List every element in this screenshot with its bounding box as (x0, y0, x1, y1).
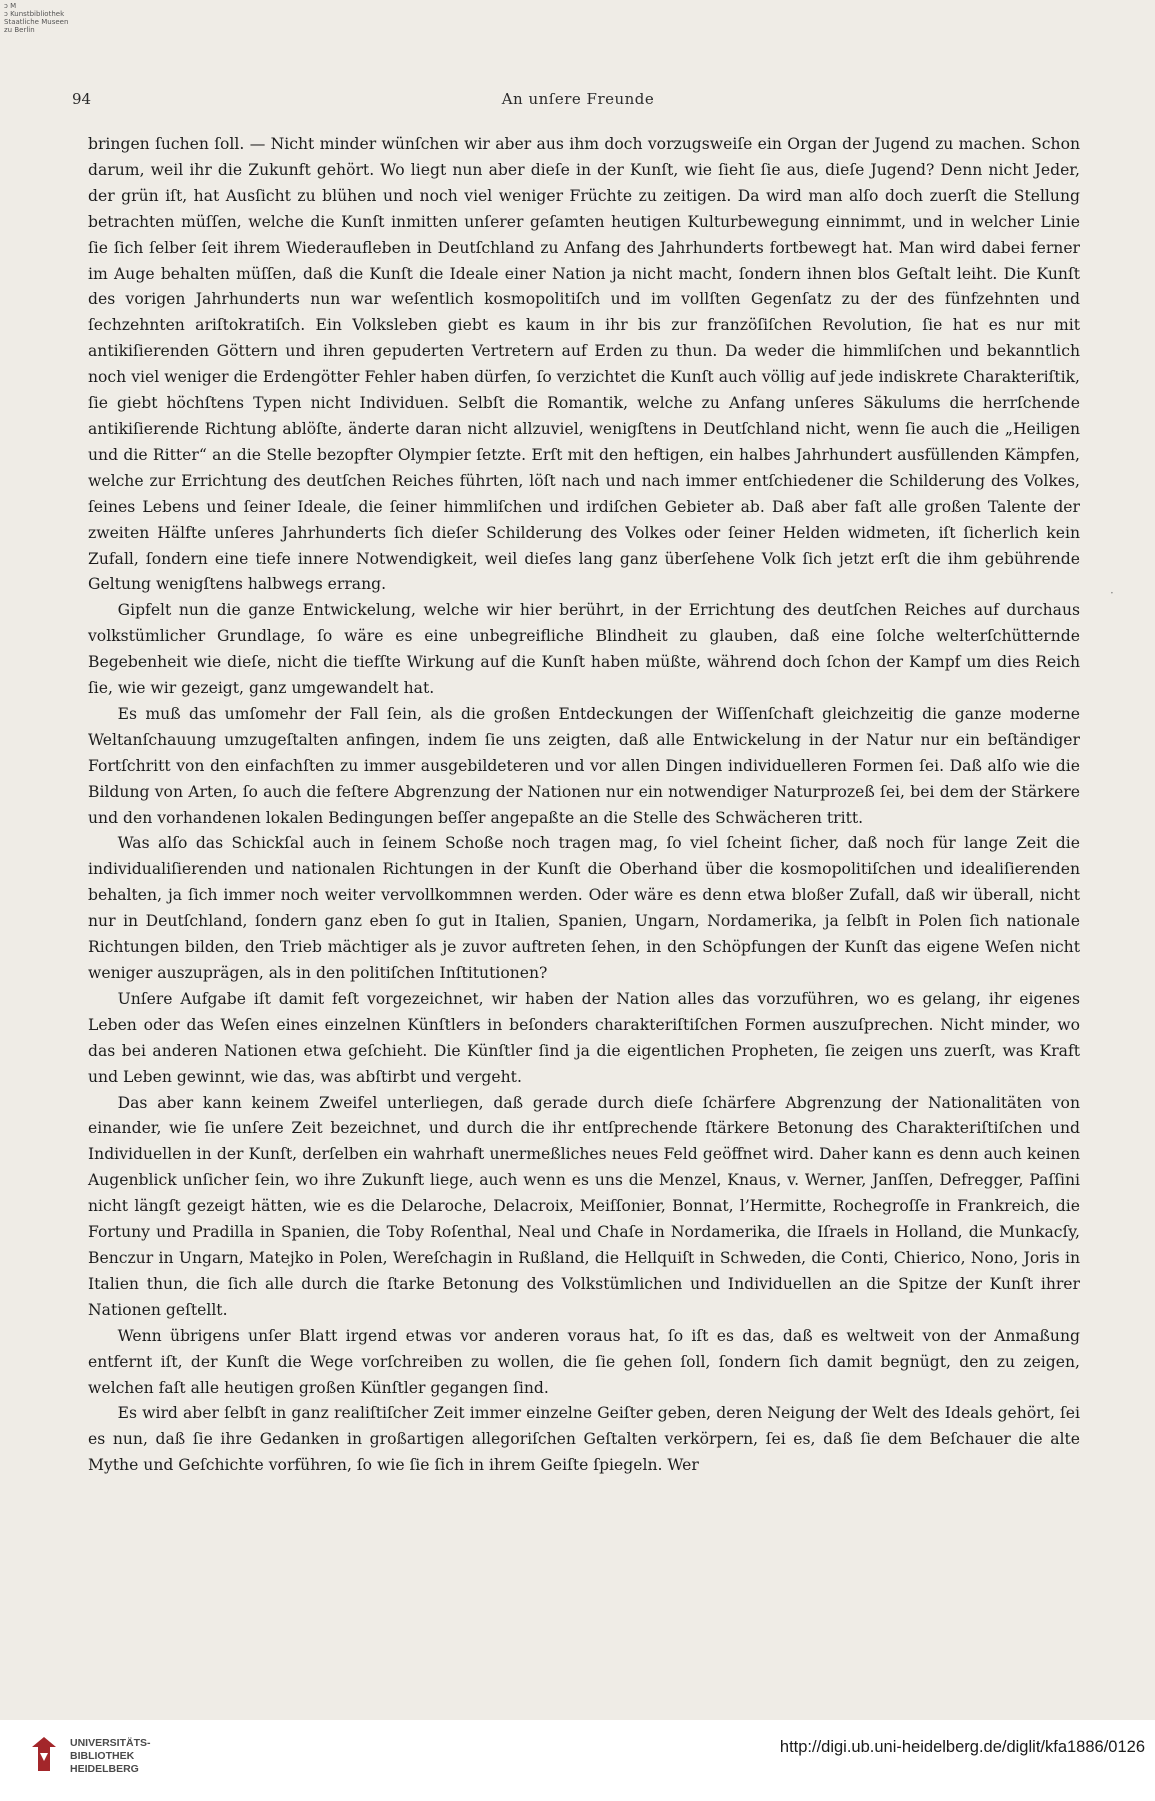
paragraph: Es muß das umſomehr der Fall ſein, als die großen Entdeckungen der Wiſſenſchaft gleichzeitig die ganze moderne Weltanſchauung umzugeſtalten anfingen, indem ſie uns zeigten, daß alle Entwickelung in der Natur nur ein beſtändiger Fortſchritt von den einfachſten zu immer ausgebildeteren und vor allen Dingen individuelleren Formen ſei. Daß alſo wie die Bildung von Arten, ſo auch die feſtere Abgrenzung der Nationen nur ein notwendiger Naturprozeß ſei, bei dem der Stärkere und den vorhandenen lokalen Bedingungen beſſer angepaßte an die Stelle des Schwächeren tritt. (88, 704, 1080, 827)
library-name-line: BIBLIOTHEK (70, 1750, 135, 1762)
source-url-link[interactable]: http://digi.ub.uni-heidelberg.de/diglit/kfa1886/0126 (779, 1738, 1145, 1756)
library-name-line: UNIVERSITÄTS- (70, 1737, 151, 1749)
paragraph: bringen ſuchen ſoll. — Nicht minder wünſchen wir aber aus ihm doch vorzugsweiſe ein Organ der Jugend zu machen. Schon darum, weil ihr die Zukunft gehört. Wo liegt nun aber dieſe in der Kunſt, wie ſieht ſie aus, dieſe Jugend? Denn nicht Jeder, der grün iſt, hat Ausſicht zu blühen und noch viel weniger Früchte zu zeitigen. Da wird man alſo doch zuerſt die Stellung betrachten müſſen, welche die Kunſt inmitten unſerer geſamten heutigen Kulturbewegung einnimmt, und in welcher Linie ſie ſich ſelber ſeit ihrem Wiederaufleben in Deutſchland zu Anfang des Jahrhunderts fortbewegt hat. Man wird dabei ferner im Auge behalten müſſen, daß die Kunſt die Ideale einer Nation ja nicht macht, ſondern ihnen blos Geſtalt leiht. Die Kunſt des vorigen Jahrhunderts nun war weſentlich kosmopolitiſch und im vollſten Gegenſatz zu der des fünfzehnten und ſechzehnten ariſtokratiſch. Ein Volksleben giebt es kaum in ihr bis zur franzöſiſchen Revolution, ſie hat es nur mit antikiſierenden Göttern und ihren gepuderten Vertretern auf Erden zu thun. Da weder die himmliſchen und bekanntlich noch viel weniger die Erdengötter Fehler haben dürfen, ſo verzichtet die Kunſt auch völlig auf jede indiskrete Charakteriſtik, ſie giebt höchſtens Typen nicht Individuen. Selbſt die Romantik, welche zu Anfang unſeres Säkulums die herrſchende antikiſierende Richtung ablöſte, änderte daran nicht allzuviel, wenigſtens in Deutſchland nicht, wenn ſie auch die „Heiligen und die Ritter“ an die Stelle bezopfter Olympier ſetzte. Erſt mit den heftigen, ein halbes Jahrhundert ausfüllenden Kämpfen, welche zur Errichtung des deutſchen Reiches führten, löſt nach und nach immer entſchiedener die Schilderung des Volkes, ſeines Lebens und ſeiner Ideale, die ſeiner himmliſchen und irdiſchen Gebieter ab. Daß aber faſt alle großen Talente der zweiten Hälfte unſeres Jahrhunderts ſich dieſer Schilderung des Volkes oder ſeiner Helden widmeten, iſt ſicherlich kein Zufall, ſondern eine tiefe innere Notwendigkeit, weil dieſes lang ganz überſehene Volk ſich jetzt erſt die ihm gebührende Geltung wenigſtens halbwegs errang. (88, 135, 1080, 594)
running-title: An unſere Freunde (501, 90, 655, 108)
library-name[interactable] (70, 1737, 151, 1776)
paragraph: Es wird aber ſelbſt in ganz realiſtiſcher Zeit immer einzelne Geiſter geben, deren Neigung der Welt des Ideals gehört, ſei es nun, daß ſie ihre Gedanken in großartigen allegoriſchen Geſtalten verkörpern, ſei es, daß ſie dem Beſchauer die alte Mythe und Geſchichte vorführen, ſo wie ſie ſich in ihrem Geiſte ſpiegeln. Wer (88, 1404, 1080, 1475)
running-head (72, 90, 1084, 114)
library-name-line: HEIDELBERG (70, 1763, 139, 1775)
university-library-logo-icon[interactable] (30, 1735, 58, 1773)
article-body (88, 132, 1080, 1479)
paragraph: Was alſo das Schickſal auch in ſeinem Schoße noch tragen mag, ſo viel ſcheint ſicher, daß noch für lange Zeit die individualiſierenden und nationalen Richtungen in der Kunſt die Oberhand über die kosmopolitiſchen und idealiſierenden behalten, ja ſich immer noch weiter vervollkommnen werden. Oder wäre es denn etwa bloßer Zufall, daß wir überall, nicht nur in Deutſchland, ſondern ganz eben ſo gut in Italien, Spanien, Ungarn, Nordamerika, ja ſelbſt in Polen ſich nationale Richtungen bilden, den Trieb mächtiger als je zuvor auftreten ſehen, in den Schöpfungen der Kunſt das eigene Weſen nicht weniger auszuprägen, als in den politiſchen Inſtitutionen? (88, 834, 1080, 982)
paragraph: Das aber kann keinem Zweifel unterliegen, daß gerade durch dieſe ſchärfere Abgrenzung der Nationalitäten von einander, wie ſie unſere Zeit bezeichnet, und durch die ihr entſprechende ſtärkere Betonung des Charakteriſtiſchen und Individuellen in der Kunſt, derſelben ein wahrhaft unermeßliches neues Feld geöffnet wird. Daher kann es denn auch keinen Augenblick unſicher ſein, wo ihre Zukunft liege, auch wenn es uns die Menzel, Knaus, v. Werner, Janſſen, Defregger, Paſſini nicht längſt gezeigt hätten, wie es die Delaroche, Delacroix, Meiſſonier, Bonnat, l’Hermitte, Rochegroſſe in Frankreich, die Fortuny und Pradilla in Spanien, die Toby Roſenthal, Neal und Chaſe in Nordamerika, die Iſraels in Holland, die Munkacſy, Benczur in Ungarn, Matejko in Polen, Wereſchagin in Rußland, die Hellquiſt in Schweden, die Conti, Chierico, Nono, Joris in Italien thun, die ſich alle durch die ſtarke Betonung des Volkstümlichen und Individuellen an die Spitze der Kunſt ihrer Nationen geſtellt. (88, 1093, 1080, 1319)
paragraph: Gipfelt nun die ganze Entwickelung, welche wir hier berührt, in der Errichtung des deutſchen Reiches auf durchaus volkstümlicher Grundlage, ſo wäre es eine unbegreifliche Blindheit zu glauben, daß eine ſolche welterſchütternde Begebenheit wie dieſe, nicht die tiefſte Wirkung auf die Kunſt haben müßte, während doch ſchon der Kampf um dies Reich ſie, wie wir gezeigt, ganz umgewandelt hat. (88, 601, 1080, 698)
footer-bar (0, 1720, 1155, 1801)
paragraph: Unſere Aufgabe iſt damit feſt vorgezeichnet, wir haben der Nation alles das vorzuführen, wo es gelang, ihr eigenes Leben oder das Weſen eines einzelnen Künſtlers in beſonders charakteriſtiſchen Formen auszuſprechen. Nicht minder, wo das bei anderen Nationen etwa geſchieht. Die Künſtler ſind ja die eigentlichen Propheten, ſie zeigen uns zuerſt, was Kraft und Leben gewinnt, wie das, was abſtirbt und vergeht. (88, 989, 1080, 1086)
library-stamp: ↄ M ↄ Kunstbibliothek Staatliche Museen zu Berlin (4, 2, 69, 34)
margin-mark: · (1110, 586, 1114, 600)
paragraph: Wenn übrigens unſer Blatt irgend etwas vor anderen voraus hat, ſo iſt es das, daß es weltweit von der Anmaßung entfernt iſt, der Kunſt die Wege vorſchreiben zu wollen, die ſie gehen ſoll, ſondern ſich damit begnügt, den zu zeigen, welchen faſt alle heutigen großen Künſtler gegangen ſind. (88, 1326, 1080, 1397)
page-number: 94 (72, 90, 92, 108)
